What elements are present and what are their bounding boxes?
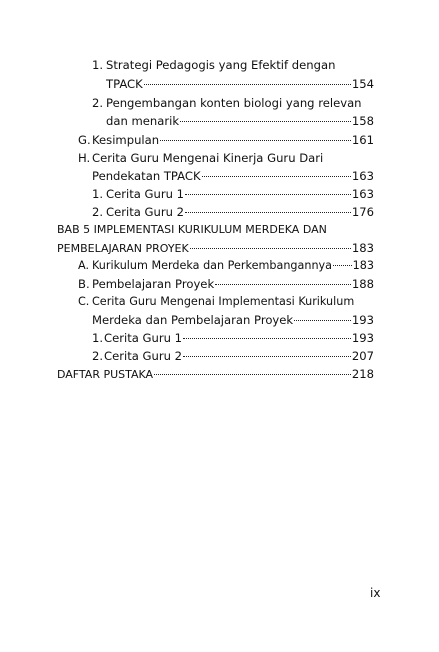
- toc-entry-text: Pendekatan TPACK: [92, 169, 201, 183]
- toc-entry-text: dan menarik: [106, 114, 180, 128]
- toc-entry: [92, 167, 374, 185]
- toc-entry-text: Strategi Pedagogis yang Efektif dengan: [106, 58, 336, 72]
- toc-entry-page: 154: [351, 77, 374, 91]
- toc-entry-page: 163: [351, 169, 374, 183]
- toc-entry: [92, 56, 374, 74]
- toc-entry-number: C.: [78, 295, 90, 308]
- toc-chapter: [57, 365, 374, 383]
- dot-leader: [160, 140, 351, 141]
- toc-entry: [78, 275, 374, 293]
- toc-entry-text: Cerita Guru 2: [104, 349, 183, 363]
- toc-entry-page: 158: [351, 114, 374, 128]
- toc-chapter: [57, 239, 374, 257]
- toc-entry: [92, 311, 374, 329]
- toc-entry-number: 2.: [92, 205, 104, 219]
- toc-entry-number: 2.: [92, 96, 104, 110]
- dot-leader: [185, 194, 351, 195]
- toc-entry-text: Cerita Guru Mengenai Kinerja Guru Dari: [92, 151, 324, 165]
- toc-entry: [106, 112, 374, 130]
- toc-entry-page: 176: [351, 205, 374, 219]
- toc-entry-page: 161: [351, 133, 374, 147]
- toc-entry: [78, 257, 374, 275]
- toc-entry-number: 1.: [92, 187, 104, 201]
- toc-entry: [92, 347, 374, 365]
- toc-entry: [106, 75, 374, 93]
- toc-entry-page: 207: [351, 349, 374, 363]
- toc-entry-page: 218: [351, 367, 374, 381]
- dot-leader: [185, 212, 351, 213]
- dot-leader: [190, 248, 351, 249]
- toc-entry-text: Cerita Guru 2: [106, 205, 185, 219]
- toc-entry-text: TPACK: [106, 77, 143, 91]
- toc-entry-text: Kesimpulan: [92, 133, 160, 147]
- toc-entry-text: Pembelajaran Proyek: [92, 277, 215, 291]
- toc-entry-text: Merdeka dan Pembelajaran Proyek: [92, 313, 294, 327]
- toc-entry-page: 188: [351, 277, 374, 291]
- page-number: ix: [370, 586, 381, 600]
- toc-entry-number: A.: [78, 259, 90, 272]
- toc-entry-page: 183: [352, 259, 374, 272]
- toc-entry-number: 1.: [92, 331, 104, 345]
- dot-leader: [183, 338, 351, 339]
- dot-leader: [183, 356, 351, 357]
- toc-entry-text: Kurikulum Merdeka dan Perkembangannya: [92, 259, 333, 272]
- toc-entry-text: Pengembangan konten biologi yang relevan: [106, 96, 362, 110]
- toc-entry-page: 193: [351, 313, 374, 327]
- toc-entry-page: 193: [351, 331, 374, 345]
- toc-entry: [92, 203, 374, 221]
- dot-leader: [180, 121, 351, 122]
- toc-entry-text: DAFTAR PUSTAKA: [57, 368, 154, 381]
- toc-entry-text: Cerita Guru 1: [106, 187, 185, 201]
- toc-entry-number: B.: [78, 277, 90, 291]
- toc-entry: [78, 293, 374, 311]
- toc-entry: [78, 149, 374, 167]
- toc-entry-text: PEMBELAJARAN PROYEK: [57, 242, 189, 255]
- toc-entry-text: Cerita Guru Mengenai Implementasi Kurikulum: [92, 295, 355, 308]
- toc-entry-number: H.: [78, 151, 91, 165]
- dot-leader: [144, 84, 351, 85]
- toc-entry: [92, 329, 374, 347]
- toc-entry-number: 1.: [92, 58, 104, 72]
- toc-entry-text: BAB 5 IMPLEMENTASI KURIKULUM MERDEKA DAN: [57, 223, 327, 236]
- toc-entry: [92, 185, 374, 203]
- dot-leader: [154, 374, 351, 375]
- toc-entry-page: 163: [351, 187, 374, 201]
- toc-entry: [92, 94, 374, 112]
- toc-entry: [78, 131, 374, 149]
- dot-leader: [333, 265, 352, 266]
- toc-entry-number: 2.: [92, 349, 104, 363]
- dot-leader: [202, 176, 351, 177]
- dot-leader: [294, 320, 351, 321]
- toc-chapter: [57, 221, 374, 239]
- dot-leader: [215, 284, 351, 285]
- toc-entry-text: Cerita Guru 1: [104, 331, 183, 345]
- toc-entry-number: G.: [78, 133, 91, 147]
- toc-entry-page: 183: [351, 241, 374, 255]
